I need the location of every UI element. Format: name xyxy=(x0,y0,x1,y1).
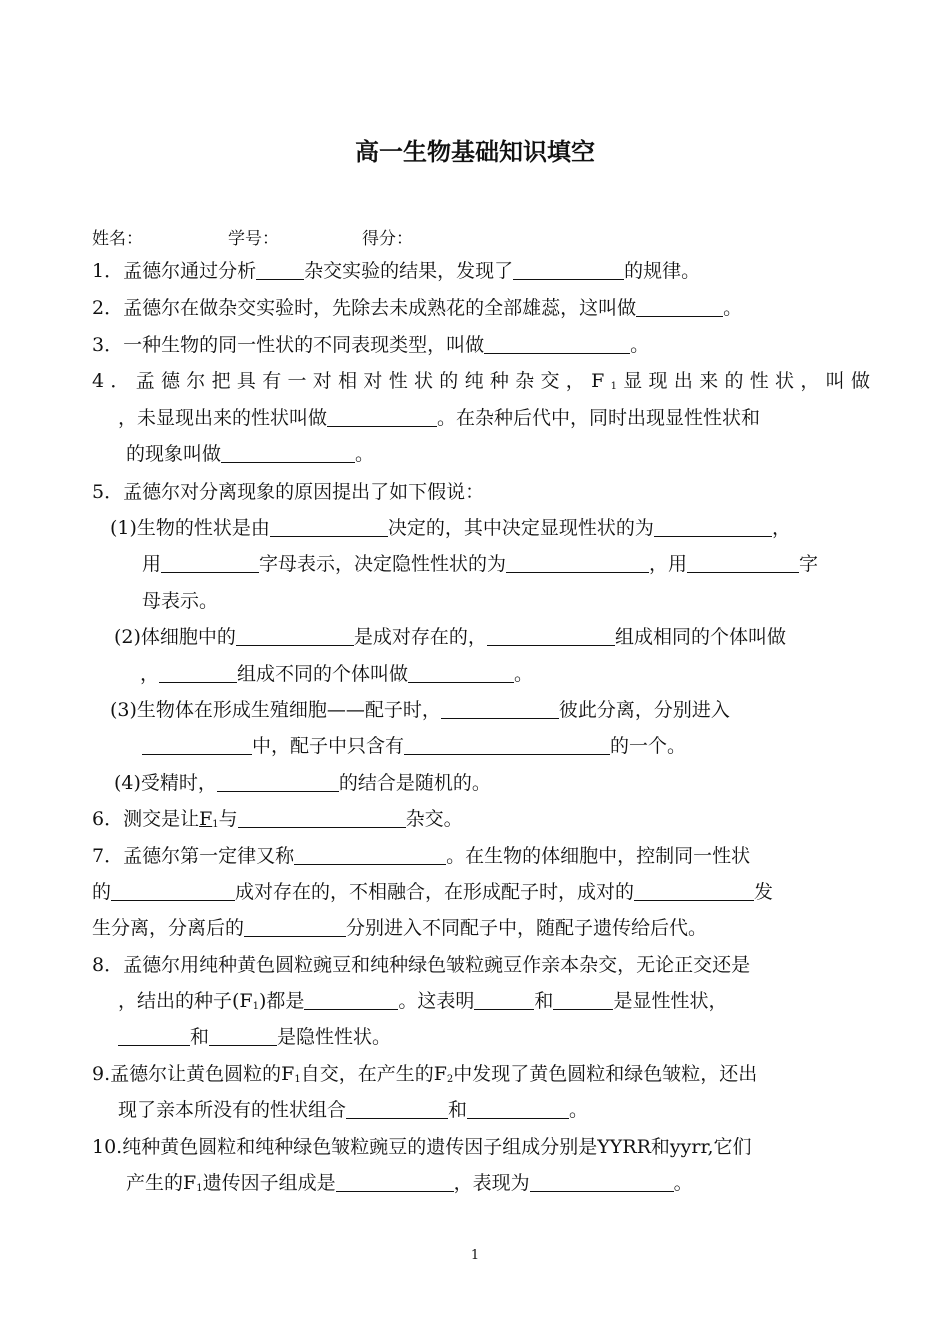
blank[interactable] xyxy=(161,552,259,573)
blank[interactable] xyxy=(346,1098,448,1119)
question-3: 3．一种生物的同一性状的不同表现类型，叫做 。 xyxy=(92,334,650,356)
question-8-line-3: 和 是隐性性状。 xyxy=(118,1024,391,1050)
blank[interactable] xyxy=(487,625,615,646)
question-5-part-4: (4)受精时， 的结合是随机的。 xyxy=(114,772,491,794)
blank[interactable] xyxy=(484,333,630,354)
question-5-part-3: (3)生物体在形成生殖细胞——配子时， 彼此分离，分别进入 xyxy=(110,699,730,721)
blank[interactable] xyxy=(221,442,355,463)
question-4-line-2: ，未显现出来的性状叫做 。在杂种后代中，同时出现显性性状和 xyxy=(118,407,761,429)
blank[interactable] xyxy=(506,552,649,573)
blank[interactable] xyxy=(111,880,235,901)
question-8-line-1: 8．孟德尔用纯种黄色圆粒豌豆和纯种绿色皱粒豌豆作亲本杂交，无论正交还是 xyxy=(92,954,751,976)
question-10-line-2: 产生的$F_1$遗传因子组成是 ，表现为 。 xyxy=(126,1172,693,1194)
blank[interactable] xyxy=(336,1171,454,1192)
question-5-part-1: (1)生物的性状是由 决定的，其中决定显现性状的为 ， xyxy=(110,517,791,539)
blank[interactable] xyxy=(256,259,304,280)
question-4-line-1: 4．孟德尔把具有一对相对性状的纯种杂交，$F_1$显现出来的性状，叫做 xyxy=(92,370,877,392)
blank[interactable] xyxy=(304,989,398,1010)
question-5-part-2-cont: ， 组成不同的个体叫做 。 xyxy=(140,663,534,685)
question-7-line-1: 7．孟德尔第一定律又称 。在生物的体细胞中，控制同一性状 xyxy=(92,845,751,867)
blank[interactable] xyxy=(217,771,339,792)
question-5-head: 5．孟德尔对分离现象的原因提出了如下假说： xyxy=(92,481,485,503)
question-7-line-2: 的 成对存在的，不相融合，在形成配子时，成对的 发 xyxy=(92,881,774,903)
blank[interactable] xyxy=(513,259,624,280)
blank[interactable] xyxy=(553,989,613,1010)
blank[interactable] xyxy=(327,406,437,427)
blank[interactable] xyxy=(238,807,406,828)
question-1: 1．孟德尔通过分析 杂交实验的结果，发现了 的规律。 xyxy=(92,260,701,282)
blank[interactable] xyxy=(474,989,534,1010)
blank[interactable] xyxy=(244,916,346,937)
blank[interactable] xyxy=(687,552,799,573)
page-number: 1 xyxy=(470,1248,480,1263)
blank[interactable] xyxy=(270,516,388,537)
question-9-line-2: 现了亲本所没有的性状组合 和 。 xyxy=(118,1099,589,1121)
question-8-line-2: ，结出的种子$(F_1)$都是 。这表明 和 是显性性状， xyxy=(118,990,728,1012)
id-label: 学号： xyxy=(228,229,279,249)
blank[interactable] xyxy=(654,516,772,537)
blank[interactable] xyxy=(530,1171,674,1192)
blank[interactable] xyxy=(404,734,610,755)
question-5-part-3-cont: 中，配子中只含有 的一个。 xyxy=(142,733,686,759)
blank[interactable] xyxy=(142,734,252,755)
blank[interactable] xyxy=(634,880,754,901)
blank[interactable] xyxy=(236,625,354,646)
blank[interactable] xyxy=(159,662,237,683)
question-5-part-2: (2)体细胞中的 是成对存在的， 组成相同的个体叫做 xyxy=(114,626,786,648)
question-5-part-1-cont: 用 字母表示，决定隐性性状的为 ，用 字 xyxy=(142,553,819,575)
blank[interactable] xyxy=(408,662,514,683)
question-4-line-3: 的现象叫做 。 xyxy=(126,443,375,465)
name-label: 姓名： xyxy=(92,229,143,249)
blank[interactable] xyxy=(209,1025,277,1046)
blank[interactable] xyxy=(636,296,723,317)
question-7-line-3: 生分离，分离后的 分别进入不同配子中，随配子遗传给后代。 xyxy=(92,917,708,939)
student-info-header xyxy=(92,224,413,249)
question-5-part-1-end: 母表示。 xyxy=(142,590,219,612)
blank[interactable] xyxy=(294,844,446,865)
question-2: 2．孟德尔在做杂交实验时，先除去未成熟花的全部雄蕊，这叫做 。 xyxy=(92,297,743,319)
blank[interactable] xyxy=(441,698,559,719)
blank[interactable] xyxy=(118,1025,190,1046)
blank[interactable] xyxy=(467,1098,569,1119)
score-label: 得分： xyxy=(362,229,413,249)
document-title: 高一生物基础知识填空 xyxy=(355,138,595,166)
question-10-line-1: 10.纯种黄色圆粒和纯种绿色皱粒豌豆的遗传因子组成分别是YYRR和yyrr,它们 xyxy=(92,1136,752,1158)
question-6: 6．测交是让$F_1$与 杂交。 xyxy=(92,808,463,830)
question-9-line-1: 9.孟德尔让黄色圆粒的$F_1$自交，在产生的$F_2$中发现了黄色圆粒和绿色皱粒，还出 xyxy=(92,1063,758,1085)
